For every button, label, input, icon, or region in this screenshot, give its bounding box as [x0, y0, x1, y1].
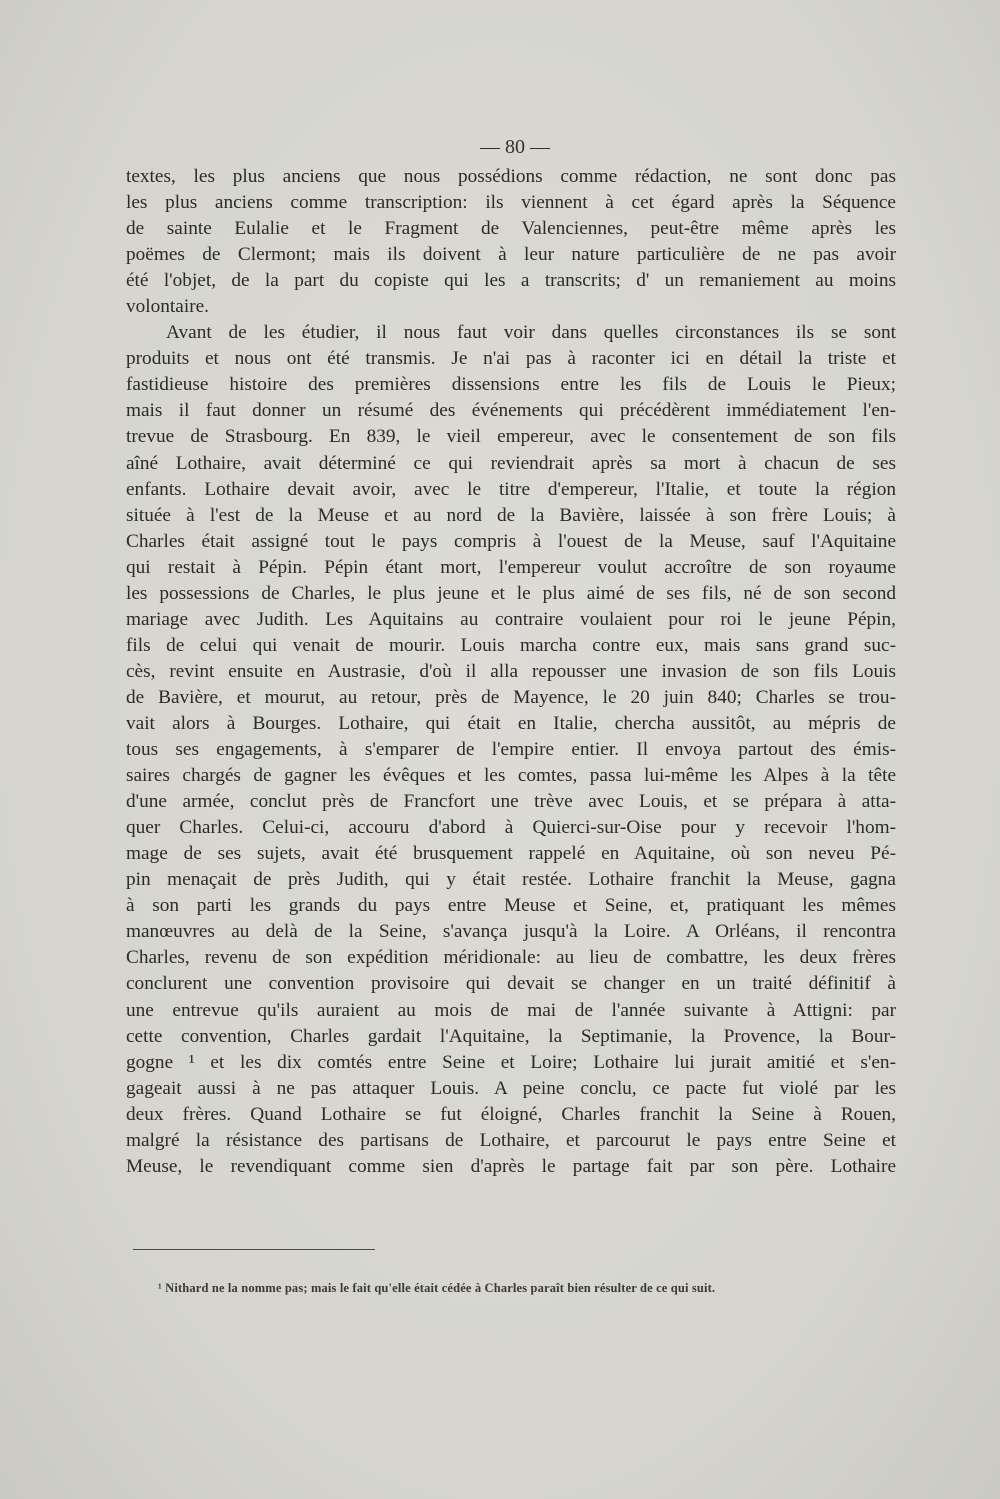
text-line: de Bavière, et mourut, au retour, près de Mayence, le 20 juin 840; Charles se trou- — [126, 686, 896, 708]
text-line: les plus anciens comme transcription: ils viennent à cet égard après la Séquence — [126, 192, 896, 214]
text-line: Charles, revenu de son expédition méridionale: au lieu de combattre, les deux frères — [126, 947, 896, 969]
text-line: manœuvres au delà de la Seine, s'avança jusqu'à la Loire. A Orléans, il rencontra — [126, 921, 896, 943]
footnote-divider — [133, 1249, 375, 1250]
text-line: d'une armée, conclut près de Francfort une trève avec Louis, et se prépara à atta- — [126, 791, 896, 813]
text-line: une entrevue qu'ils auraient au mois de mai de l'année suivante à Attigni: par — [126, 999, 896, 1021]
text-line: Avant de les étudier, il nous faut voir dans quelles circonstances ils se sont — [166, 322, 896, 344]
text-line: qui restait à Pépin. Pépin étant mort, l'empereur voulut accroître de son royaume — [126, 556, 896, 578]
text-line: les possessions de Charles, le plus jeune et le plus aimé de ses fils, né de son second — [126, 582, 896, 604]
body-text — [126, 164, 896, 1180]
text-line: textes, les plus anciens que nous possédions comme rédaction, ne sont donc pas — [126, 166, 896, 187]
text-line: poëmes de Clermont; mais ils doivent à leur nature particulière de ne pas avoir — [126, 244, 896, 266]
text-line: vait alors à Bourges. Lothaire, qui était en Italie, chercha aussitôt, au mépris de — [126, 712, 896, 734]
text-line: mais il faut donner un résumé des événements qui précédèrent immédiatement l'en- — [126, 400, 896, 422]
text-line: gogne ¹ et les dix comtés entre Seine et Loire; Lothaire lui jurait amitié et s'en- — [126, 1051, 896, 1073]
text-line: mariage avec Judith. Les Aquitains au contraire voulaient pour roi le jeune Pépin, — [126, 608, 896, 630]
text-line: fastidieuse histoire des premières dissensions entre les fils de Louis le Pieux; — [126, 374, 896, 396]
text-line: conclurent une convention provisoire qui devait se changer en un traité définitif à — [126, 973, 896, 995]
text-line: été l'objet, de la part du copiste qui les a transcrits; d' un remaniement au moins — [126, 270, 896, 292]
page-number: — 80 — — [480, 136, 550, 158]
text-line: située à l'est de la Meuse et au nord de la Bavière, laissée à son frère Louis; à — [126, 504, 896, 526]
text-line: cette convention, Charles gardait l'Aquitaine, la Septimanie, la Provence, la Bour- — [126, 1025, 896, 1047]
text-line: de sainte Eulalie et le Fragment de Valenciennes, peut-être même après les — [126, 218, 896, 240]
text-line: volontaire. — [126, 296, 209, 318]
text-line: saires chargés de gagner les évêques et les comtes, passa lui-même les Alpes à la tête — [126, 765, 896, 787]
text-line: Charles était assigné tout le pays compris à l'ouest de la Meuse, sauf l'Aquitaine — [126, 530, 896, 552]
text-line: Meuse, le revendiquant comme sien d'après le partage fait par son père. Lothaire — [126, 1155, 896, 1177]
text-line: cès, revint ensuite en Austrasie, d'où il alla repousser une invasion de son fils Louis — [126, 660, 896, 682]
text-line: à son parti les grands du pays entre Meuse et Seine, et, pratiquant les mêmes — [126, 895, 896, 917]
text-line: malgré la résistance des partisans de Lothaire, et parcourut le pays entre Seine et — [126, 1129, 896, 1151]
text-line: pin menaçait de près Judith, qui y était restée. Lothaire franchit la Meuse, gagna — [126, 869, 896, 891]
text-line: tous ses engagements, à s'emparer de l'empire entier. Il envoya partout des émis- — [126, 739, 896, 761]
text-line: enfants. Lothaire devait avoir, avec le titre d'empereur, l'Italie, et toute la région — [126, 478, 896, 500]
text-line: gageait aussi à ne pas attaquer Louis. A peine conclu, ce pacte fut violé par les — [126, 1077, 896, 1099]
text-line: mage de ses sujets, avait été brusquement rappelé en Aquitaine, où son neveu Pé- — [126, 843, 896, 865]
text-line: aîné Lothaire, avait déterminé ce qui reviendrait après sa mort à chacun de ses — [126, 452, 896, 474]
text-line: deux frères. Quand Lothaire se fut éloigné, Charles franchit la Seine à Rouen, — [126, 1103, 896, 1125]
text-line: quer Charles. Celui-ci, accouru d'abord à Quierci-sur-Oise pour y recevoir l'hom- — [126, 817, 896, 839]
text-line: trevue de Strasbourg. En 839, le vieil empereur, avec le consentement de son fils — [126, 426, 896, 448]
text-line: fils de celui qui venait de mourir. Louis marcha contre eux, mais sans grand suc- — [126, 634, 896, 656]
text-line: produits et nous ont été transmis. Je n'ai pas à raconter ici en détail la triste et — [126, 348, 896, 370]
footnote: ¹ Nithard ne la nomme pas; mais le fait qu'elle était cédée à Charles paraît bien résulter de ce qui suit. — [158, 1281, 716, 1295]
